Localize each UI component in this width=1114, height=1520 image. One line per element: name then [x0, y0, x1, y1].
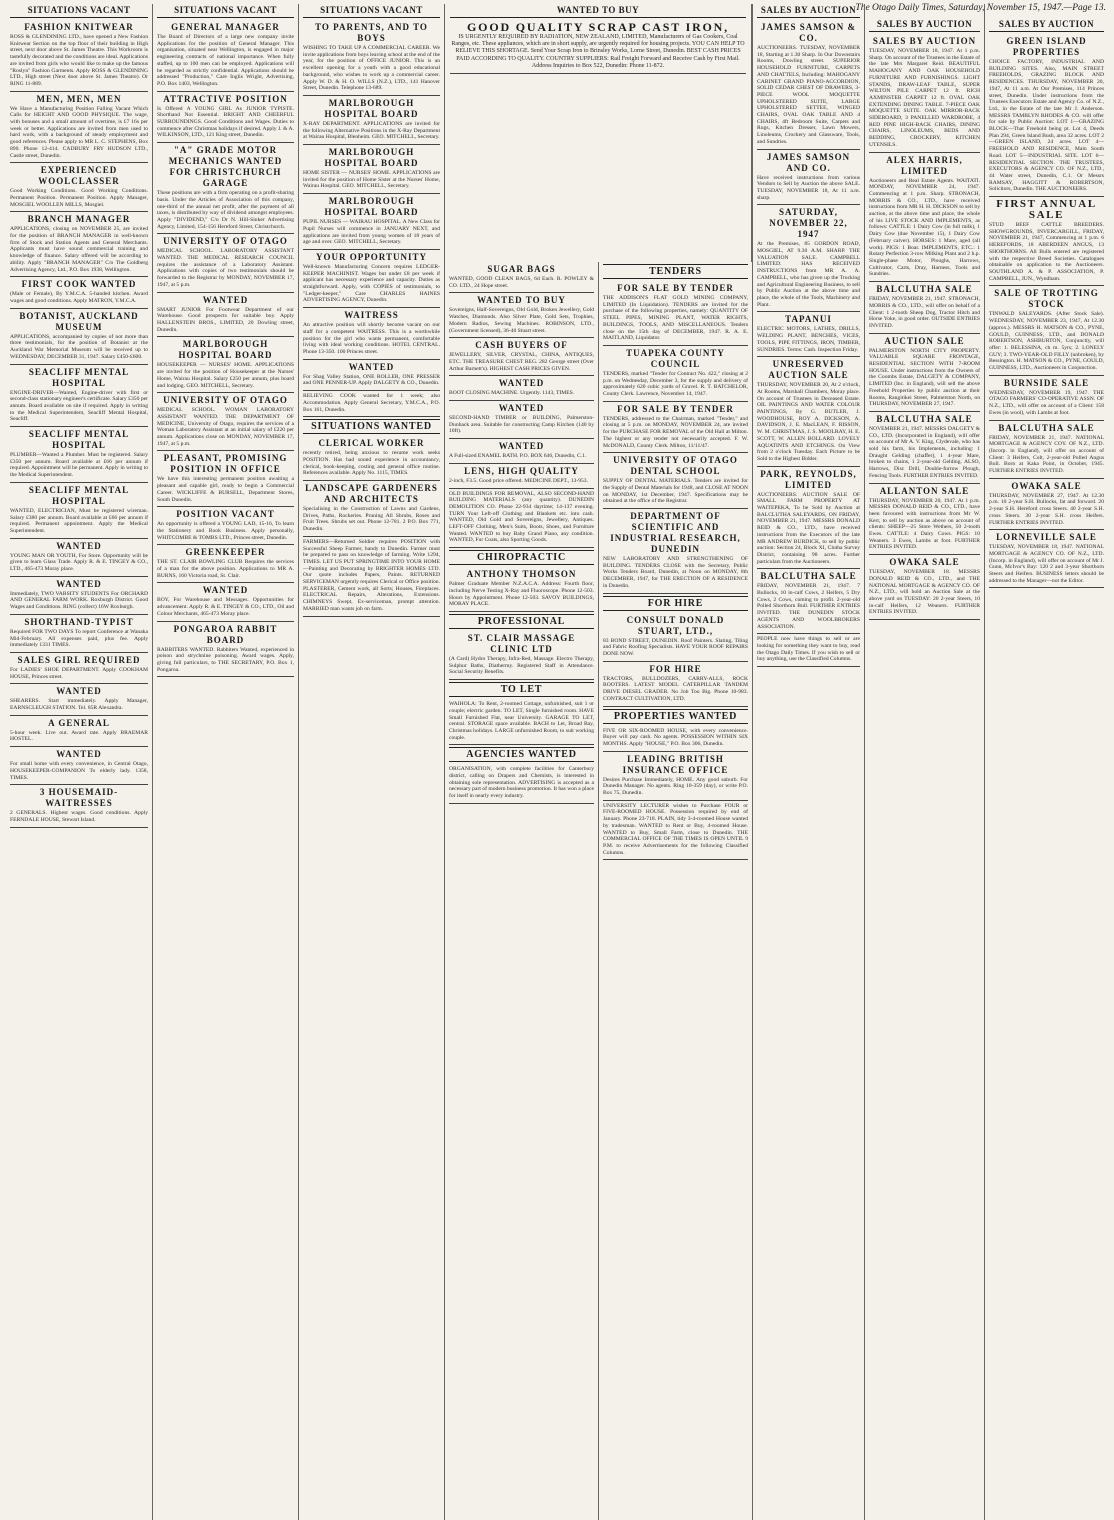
classified-ad [757, 150, 860, 206]
ad-heading: GOOD QUALITY SCRAP CAST IRON, [467, 20, 729, 34]
column-tenders [598, 262, 752, 1520]
ad-body: THURSDAY, NOVEMBER 27, 1947. At 12.30 p.m. 10 2-year S.H. Bullocks, fat and forward. 20 2-year S.H. Hereford cross Steers. 40 2-year S.H. cross Steers. 30 2-year S.H. cross Heifers. FURTHER ENTRIES INVITED. [989, 492, 1104, 526]
ad-heading: WANTED TO BUY [477, 295, 566, 306]
ad-heading: SEACLIFF MENTAL HOSPITAL [28, 429, 130, 451]
classified-ad [10, 539, 148, 577]
ad-body: OLD BUILDINGS FOR REMOVAL, ALSO SECOND-HAND BUILDING MATERIALS (any quantity). DUNEDIN DEMOLITION CO. Phone 22-934 daytime; 14-137 evening. TURN Your Left-off Clothing and Blankets etc. into cash. WANTED, Old Gold and Sovereigns, Jewellery, Antiques. LEFT-OFF Clothing, Men's Suits, Boots, Shoes, and Furniture Wanted. WANTED to buy Baby Grand Piano, any condition. WANTED, Fur Coats, also Sporting Goods. [449, 490, 594, 544]
masthead: The Otago Daily Times, Saturday, November 15, 1947.—Page 13. [855, 3, 1106, 13]
ad-body: HOUSEKEEPER — NURSES' HOME. APPLICATIONS are invited for the position of Housekeeper at the Nurses' Home, Wairau Hospital. Salary £250 per annum, plus board and lodging. GEO. MITCHELL, Secretary. [157, 362, 294, 389]
classified-ad [603, 801, 748, 861]
classified-ad [303, 145, 440, 194]
ad-body: UNIVERSITY LECTURER wishes to Purchase FOUR or FIVE-ROOMED HOUSE. Possession required by end of January. Phone 23-718. PLAIN, tidy 3-4-roomed House wanted by tradesman. WANTED to Rent or Buy, 4-roomed House. WANTED to Buy, Small Farm, close to Dunedin. THE COMMERCIAL OFFICE OF THE TIMES IS OPEN UNTIL 9 P.M. to receive Advertisements for the following Classified Columns. [603, 802, 748, 856]
classified-ad [869, 555, 980, 620]
classified-ad [303, 194, 440, 250]
ad-body: PUPIL NURSES — WAIRAU HOSPITAL. A New Class for Pupil Nurses will commence in JANUARY NEXT, and applications are invited from young women of 18 years of age and over. GEO. MITCHELL, Secretary. [303, 219, 440, 246]
classified-ad [303, 391, 440, 417]
section-heading: FOR HIRE [603, 596, 748, 611]
ad-body: NEW LABORATORY AND STRENGTHENING OF BUILDING. TENDERS CLOSE with the Secretary, Public Works Tenders Board, Dunedin, at Noon on MONDAY, 8th DECEMBER, 1947, for THE ERECTION OF A RESIDENCE in Dunedin. [603, 556, 748, 589]
column-sales-by-auction-2 [864, 4, 984, 1520]
classified-ad [157, 92, 294, 144]
ad-heading: SALES BY AUCTION [872, 36, 977, 46]
classified-ad [10, 684, 148, 715]
classified-ad [10, 653, 148, 684]
ad-heading: DEPARTMENT OF SCIENTIFIC AND INDUSTRIAL RESEARCH, DUNEDIN [610, 511, 741, 555]
column-heading: WANTED TO BUY [450, 4, 746, 18]
classified-ad [157, 451, 294, 507]
ad-heading: EXPERIENCED WOOLCLASSER [38, 165, 120, 187]
ad-body: SUPPLY OF DENTAL MATERIALS. Tenders are invited for the Supply of Dental Materials for 1948, and CLOSE AT NOON on MONDAY, 1st December, 1947. Specifications may be obtained at the office of the Registrar. [603, 478, 748, 505]
classified-ad [303, 436, 440, 481]
ad-heading: MARLBOROUGH HOSPITAL BOARD [324, 147, 419, 169]
classified-ad [603, 402, 748, 454]
classified-ad [10, 615, 148, 653]
classified-ad [869, 412, 980, 484]
ad-heading: LEADING BRITISH INSURANCE OFFICE [622, 753, 729, 775]
classified-ad [603, 281, 748, 346]
ad-heading: BALCLUTHA SALE [876, 284, 973, 295]
classified-ad [10, 277, 148, 308]
classified-ad [10, 716, 148, 747]
ad-heading: WANTED [56, 686, 102, 697]
ad-body: 83 BOND STREET, DUNEDIN. Roof Painters. Slating, Tiling and Fabric Roofing Specialists. HAVE YOUR ROOF REPAIRS DONE NOW. [603, 637, 748, 657]
column-situations-vacant-2 [152, 4, 298, 1520]
classified-ad [869, 153, 980, 283]
ad-body: TUESDAY, NOVEMBER 18, 1947. At 1 p.m. Sharp. On account of the Trustees in the Estate of the late Mrs Margaret Reid. BEAUTIFUL MAHOGANY AND OAK HOUSEHOLD FURNITURE AND FURNISHINGS. LIGHT STANDS, DRAW-LEAF TABLE, SUPER WILTON PILE CARPET 12 ft. RICH AXMINSTER CARPET 12 ft. OVAL OAK EXTENDING DINING TABLE. 7-PIECE OAK MOQUETTE SUITE. OAK MIRROR-BACK SIDEBOARD, 3 PANELLED WARDROBE, 4 RED PINE HIGH-BACK CHAIRS, DINING CHAIRS, LINOLEUMS, BEDS AND BEDDING, CROCKERY, KITCHEN UTENSILS. [869, 48, 980, 148]
ad-body: THE ADDISON'S FLAT GOLD MINING COMPANY, LIMITED (In Liquidation). TENDERS are invited for the purchase of the following properties, namely: QUANTITY OF STEEL PIPES, MINING PLANT, WATER RIGHTS, BUILDINGS, TOOLS, AND MISCELLANEOUS. Tenders close on the 15th day of DECEMBER, 1947. R. A. E. MAITLAND, Liquidator. [603, 295, 748, 342]
classified-ad [449, 338, 594, 376]
classified-ad [10, 163, 148, 212]
section-heading: TO LET [449, 682, 594, 697]
classified-ad [757, 312, 860, 357]
classified-ad [157, 545, 294, 583]
ad-heading: MARLBOROUGH HOSPITAL BOARD [324, 97, 419, 119]
ad-body: BOOT CLOSING MACHINE. Urgently. 1143, TIMES. [449, 390, 575, 397]
ad-heading: WANTED [56, 578, 102, 589]
ad-body: IS URGENTLY REQUIRED BY RADIATION, NEW ZEALAND, LIMITED, Manufacturers of Gas Cookers, Coal Ranges, etc. These appliances, which are in short supply, are urgently required for housing projects. YOU CAN HELP TO RELIEVE THIS SHORTAGE. Send Your Scrap Iron to Brinsley Works, Lorne Street, Dunedin. BEST CASH PRICES PAID ACCORDING TO QUALITY. COUNTRY SUPPLIERS: Rail Freight Forward and Receive Cash by First Mail. Address Inquiries to Box 522, Dunedin: Phone 11-872. [451, 34, 745, 69]
ad-heading: POSITION VACANT [176, 509, 275, 520]
column-heading: SITUATIONS VACANT [157, 4, 294, 18]
ad-body: X-RAY DEPARTMENT. APPLICATIONS are invited for the following Alternative Positions in the X-Ray Department at Wairau Hospital, Blenheim. GEO. MITCHELL, Secretary. [303, 120, 440, 141]
ad-body: YOUNG MAN OR YOUTH, For Store. Opportunity will be given to learn Glass Trade. Apply R. & E. TINGEY & CO., LTD., 465-473 Moray place. [10, 552, 148, 573]
ad-heading: YOUR OPPORTUNITY [316, 251, 427, 262]
ad-heading: GREENKEEPER [185, 547, 266, 558]
ad-body: ROSS & GLENDINING LTD., have opened a New Fashion Knitwear Section on the top floor of their building in High street, next door above St. James Theatre. This Workroom is tastefully decorated and the conditions are ideal. Applications are invited from girls who would like to make up the famous "Roslyn" Fashion Garments. Apply ROSS & GLENDINING LTD., High street (Next door above St. James Theatre). Or RING 11-889. [10, 34, 148, 87]
classified-ad [10, 577, 148, 615]
ad-body: APPLICATIONS, closing on NOVEMBER 25, are invited for the position of BRANCH MANAGER in well-known firm of Stock and Station Agents and General Merchants. Applicants must have sound commercial training and knowledge of finance. Salary offered will be according to ability. Apply "BRANCH MANAGER" C/o The Goldberg Advertising Agency, Ltd., P.O. Box 1938, Wellington. [10, 226, 148, 273]
section-heading: AGENCIES WANTED [449, 747, 594, 762]
ad-body: For LADIES' SHOE DEPARTMENT. Apply COOKHAM HOUSE, Princes street. [10, 666, 148, 680]
classified-ad [449, 464, 594, 489]
ad-heading: JAMES SAMSON AND CO. [766, 151, 851, 173]
ad-body: WAIHOLA: To Rent, 2-roomed Cottage, unfurnished, suit 1 or couple; electric garden. TO LET, Single furnished room. HAVE Small Furnished Flat, near University. GARAGE TO LET, central. STORAGE space available. BACH to Let, Broad Bay, Christmas holidays. LARGE unfurnished Room, to suit working couple. [449, 701, 594, 741]
classified-ad [869, 282, 980, 334]
classified-ad [10, 309, 148, 365]
column-heading: SALES BY AUCTION [989, 18, 1104, 32]
ad-heading: ATTRACTIVE POSITION [163, 93, 288, 104]
ad-body: NOVEMBER 21, 1947. MESSRS DALGETY & CO., LTD. (Incorporated in England), will offer on account of Mr A. V. King, Clydevale, who has sold his farm, his Implements, including: 1 Draught Gelding (chaffer), 1 4-year Mare, broken to chains, 1 2-year-old Gelding. ALSO, Harrows, Disc Drill, Double-furrow Plough, Fencing Tools. FURTHER ENTRIES INVITED. [869, 425, 980, 479]
ad-body: AUCTIONEERS. TUESDAY, NOVEMBER 18, Starting at 1.30 Sharp. In Our Downstairs Rooms, Dowling street. SUPERIOR HOUSEHOLD FURNITURE, CARPETS AND CHATTELS, Including: MAHOGANY CABINET GRAND PIANO-ACCORDION, SOLID CEDAR CHEST OF DRAWERS, 3-PIECE WOOL MOQUETTE UPHOLSTERED SUITE, LARGE UPHOLSTERED SETTEE, WINGED CHAIRS, OVAL OAK TABLE AND 4 CHAIRS, 4ft Bedroom Suite, Carpets and Rugs, Kitchen Dresser, Lawn Mowers, Linoleums, Crockery and Glassware, Tools, and Sundries. [757, 45, 860, 145]
ad-heading: FIRST ANNUAL SALE [996, 198, 1097, 222]
ad-body: WEDNESDAY, NOVEMBER 19, 1947. THE OTAGO FARMERS' CO-OPERATIVE ASSN. OF N.Z., LTD., will offer on account of a Client: 158 Ewes (in wool), with Lambs at foot. [989, 389, 1104, 416]
ad-body: recently retired, being anxious to resume work seeks POSITION. Has had sound experience in accountancy, clerical, book-keeping, costing and general office routine. References available. Apply No. 1115, TIMES. [303, 450, 440, 477]
classified-ad [449, 376, 594, 401]
classified-ad [989, 286, 1104, 375]
ad-heading: JAMES SAMSON & CO. [760, 22, 856, 43]
ad-body: FIVE OR SIX-ROOMED HOUSE, with every convenience. Buyer will pay cash. No agents. POSSESSION WITHIN SIX MONTHS. Apply "HOUSE," P.O. Box 306, Dunedin. [603, 727, 748, 747]
column-situations-vacant-1 [6, 4, 152, 1520]
ad-body: SMART JUNIOR For Footwear Department of our Warehouse. Good prospects for suitable boy. Apply HALLENSTEIN BROS., LIMITED, 20 Dowling street, Dunedin. [157, 306, 294, 333]
ad-heading: FASHION KNITWEAR [24, 22, 134, 32]
ad-heading: WAITRESS [344, 310, 399, 321]
classified-ad [303, 96, 440, 145]
classified-ad [989, 530, 1104, 588]
ad-heading: CONSULT DONALD STUART, LTD., [626, 614, 725, 636]
classified-ad [10, 427, 148, 483]
ad-body: FRIDAY, NOVEMBER 21, 1947. NATIONAL MORTGAGE & AGENCY COY. OF N.Z., LTD. (Incorp. in England), will offer on account of Client: 3 Heifers, Colt, 2-year-old Polled Angus Bull. Born at Kaka Point, in October, 1945. FURTHER ENTRIES INVITED. [989, 434, 1104, 475]
ad-heading: TUAPEKA COUNTY COUNCIL [626, 347, 725, 369]
classified-ad [603, 453, 748, 509]
ad-body: For small home with every convenience, in Central Otago, HOUSEKEEPER-COMPANION To elderly lady. 1358, TIMES. [10, 761, 148, 781]
classified-ad [449, 631, 594, 680]
ad-body: Palmer Graduate Member N.Z.A.C.A. Address: Fourth floor, including Nerve Testing X-Ray and Fluoroscope. Phone 12-503. Hours by Appointment. Phone 12-503. SAVOY BUILDINGS, MORAY PLACE. [449, 581, 594, 608]
ad-heading: GREEN ISLAND PROPERTIES [1006, 36, 1087, 57]
ad-body: RELIEVING COOK wanted for 1 week; also Accommodation. Apply General Secretary, Y.M.C.A., P.O. Box 161, Dunedin. [303, 393, 440, 413]
classified-ad [10, 747, 148, 785]
ad-body: These positions are with a firm operating on a profit-sharing basis. Under the Articles of Association of this company, one-third of the annual net profit, after the payment of all taxes, is distributed by way of dividend amongst employees. Apply "DIVIDEND," C/o Dr N. Hill-Sinker Advertising Agency, Limited, 154-156 Hereford Street, Christchurch. [157, 190, 294, 230]
classified-ad [157, 20, 294, 92]
classified-ad [157, 507, 294, 545]
classified-ad [157, 622, 294, 678]
ad-body: THURSDAY, NOVEMBER 20, 1947. At 1 p.m. MESSRS DONALD REID & CO., LTD., have been favoured with instructions from Mr W. Kerr, to sell by auction as above on account of clients: SHEEP—25 Store Wethers, 50 2-tooth Ewes. CATTLE: 4 Dairy Cows. PIGS: 10 Weaners. 3 Ewes, Lambs at foot. FURTHER ENTRIES INVITED. [869, 497, 980, 551]
ad-heading: SEACLIFF MENTAL HOSPITAL [28, 484, 130, 506]
ad-heading: "A" GRADE MOTOR MECHANICS WANTED FOR CHRISTCHURCH GARAGE [168, 145, 283, 189]
ad-heading: FOR SALE BY TENDER [617, 283, 734, 293]
classified-ad [449, 764, 594, 804]
ad-body: BOY, For Warehouse and Messages. Opportunities for advancement. Apply R. & E. TINGEY & CO., LTD., Oil and Colour Merchants, 465-473 Moray place. [157, 597, 294, 617]
ad-heading: WANTED [202, 294, 249, 305]
ad-body: Sovereigns, Half-Sovereigns, Old Gold, Broken Jewellery, Gold Watches, Diamonds. Also Silver Plate, Gold Sets, Trophies, Modern Radios, Sewing Machines. ROBINSON, LTD., (Government licensed), 36-40 Stuart street. [449, 307, 594, 334]
ad-heading: FIRST COOK WANTED [21, 279, 137, 290]
ad-body: MEDICAL SCHOOL. LABORATORY ASSISTANT WANTED. THE MEDICAL RESEARCH COUNCIL requires the assistance of a Laboratory Assistant. Applications with copies of two testimonials should be forwarded to the Registrar by MONDAY, NOVEMBER 17, 1947, at 5 p.m. [157, 248, 294, 288]
column-heading: SITUATIONS VACANT [10, 4, 148, 18]
ad-body: STUD BEEF CATTLE BREEDERS. SHOWGROUNDS, INVERCARGILL, FRIDAY, NOVEMBER 21, 1947, Commencing at 1 p.m. 6 HEREFORDS, 18 ABERDEEN ANGUS, 13 SHORTHORNS. All Bulls entered are registered with the respective Breed Societies. Catalogues obtainable on application to the Auctioneers. SOUTHLAND A. & P. ASSOCIATION, P. CAMPBELL, JUN., Wyndham. [989, 222, 1104, 282]
ad-heading: ALEX HARRIS, LIMITED [886, 154, 963, 176]
classified-ad [449, 699, 594, 745]
ad-heading: ST. CLAIR MASSAGE CLINIC LTD [467, 632, 576, 654]
classified-ad [989, 376, 1104, 421]
ad-body: For Shag Valley Station, ONE ROLLER, ONE PRESSER and ONE PENNER-UP. Apply DALGETY & CO., Dunedin. [303, 373, 440, 387]
ad-body: FRIDAY, NOVEMBER 21, 1947. 7 Bullocks, 10 in-calf Cows, 2 Heifers, 5 Dry Cows, 2 Cows, coming to profit. 2-year-old Polled Shorthorn Bull. FURTHER ENTRIES INVITED. THE DUNEDIN STOCK AGENTS AND WOOLBROKERS ASSOCIATION. [757, 583, 860, 630]
ad-body: A Full-sized ENAMEL BATH. P.O. BOX 646, Dunedin, C.1. [449, 453, 587, 460]
ad-heading: UNIVERSITY OF OTAGO [163, 236, 288, 247]
column-heading: SALES BY AUCTION [757, 4, 860, 18]
classified-ad [10, 212, 148, 277]
ad-body: CHOICE FACTORY, INDUSTRIAL AND BUILDING SITES. Also, MAIN STREET FREEHOLDS, GRAZING BLOCK AND RESIDENCES. THURSDAY, NOVEMBER 20, 1947, At 11 a.m. At Our Premises, 114 Princes street, Dunedin. Under instructions from the Trustees Executors Estate and Agency Co. of N.Z., Ltd., in the Estate of the late Mr J. Anderson. MESSRS TAMBLYN RHODES & CO. will offer for sale by Public Auction: LOT 1—GRAZING BLOCK—That Freehold being pt. Lot 4, Deeds Plan 294, Green Island Bush, area 32 acres. LOT 2—GREEN ISLAND, 24 acres. LOT 4—FREEHOLD AND RESIDENCE, Main South Road. LOT 5—INDUSTRIAL SITE. LOT 6—RESIDENTIAL SECTION. THE TRUSTEES, EXECUTORS & AGENCY CO. OF N.Z., LTD., 44 Water street, Dunedin, C.1. Or Messrs RAMSAY, HAGGITT & ROBERTSON, Solicitors, Dunedin. THE AUCTIONEERS. [989, 59, 1104, 193]
ad-body: We have this interesting permanent position awaiting a pleasant and capable girl, ready to begin a Commercial Career. WICKLIFFE & BURSELL, Department Stores, South Dunedin. [157, 476, 294, 503]
classified-ad [449, 401, 594, 439]
ad-body: TINWALD SALEYARDS. (After Stock Sale). WEDNESDAY, NOVEMBER 23, 1947, At 12.30 (approx.). MESSRS H. MATSON & CO., PYNE, GOULD, GUINNESS, LTD., and DONALD ROBERTSON, ASHBURTON, Conjunctly, will offer: 1. BELESSINA, ch m. 5yrs; 2. LONELY GUY; 3. TWO-YEAR-OLD FILLY (unbroken), by Bessington. H. MATSON & CO., PYNE, GOULD, GUINNESS, LTD., Auctioneers in Conjunction. [989, 311, 1104, 372]
classified-ad [449, 293, 594, 338]
section-heading: PROPERTIES WANTED [603, 709, 748, 724]
ad-heading: UNRESERVED AUCTION SALE [768, 359, 849, 381]
classified-ad [449, 439, 594, 464]
ad-heading: TAPANUI [785, 314, 832, 325]
classified-ad [449, 567, 594, 612]
ad-heading: BALCLUTHA SALE [998, 422, 1095, 433]
ad-heading: ANTHONY THOMSON [466, 569, 577, 580]
classified-ad [303, 481, 440, 537]
ad-heading: WANTED [498, 441, 545, 452]
classified-ad [603, 662, 748, 707]
ad-heading: SHORTHAND-TYPIST [24, 616, 134, 627]
ad-body: WANTED, ELECTRICIAN, Must be registered wireman. Salary £380 per annum. Board available at £66 per annum if required. Permanent appointment. Apply the Medical Superintendent. [10, 507, 148, 534]
ad-body: WISHING TO TAKE UP A COMMERCIAL CAREER. We invite applications from boys leaving school at the end of the year, for the position of OFFICE JUNIOR. This is an excellent opening for a youth with a good educational background, who wishes to work up a commercial career. Apply W. D. & H. O. WILLS (N.Z.), LTD., 141 Hanover Street, Dunedin. Telephone 13-689. [303, 45, 440, 92]
ad-body: The Board of Directors of a large new company invite Applications for the position of General Manager. This organisation, situated near Wellington, is engaged in major engineering contracts of national importance. When fully staffed, up to 100 men can be employed. Applications will be regarded as strictly confidential. Applications should be addressed "Production," Care Inglis Wright, Advertising, P.O. Box 1403, Wellington. [157, 34, 294, 87]
classified-ad [869, 34, 980, 153]
ad-heading: PLEASANT, PROMISING POSITION IN OFFICE [163, 453, 288, 475]
classified-ad [10, 20, 148, 92]
ad-heading: MEN, MEN, MEN [36, 93, 122, 104]
ad-body: Auctioneers and Real Estate Agents. WAITATI. MONDAY, NOVEMBER 24, 1947. Commencing at 1 p.m. Sharp. STRONACH, MORRIS & CO., LTD., have received instructions from MR H. H. DICKSON to sell by auction, at the above time and place, the whole of his LIVE STOCK AND IMPLEMENTS, as follows: CATTLE: 1 Dairy Cow (in full milk), 1 Dairy Cow (due November 15), 1 Dairy Cow (February calver). HORSES: 1 Mare, aged (all work). PIGS: 1 Boar. IMPLEMENTS, ETC.: 1 Rotary Perfection 3-row Milking Plant and 2 h.p. Single-phase Motor, Ploughs, Harrows, Cultivator, Carts, Dray, Harness, Tools and Sundries. [869, 177, 980, 278]
ad-body: MEDICAL SCHOOL. WOMAN LABORATORY ASSISTANT WANTED. THE DEPARTMENT OF MEDICINE, University of Otago, requires the services of a Woman Laboratory Assistant at an initial salary of £220 per annum. Applications close on MONDAY, NOVEMBER 17, 1947, at 5 p.m. [157, 407, 294, 447]
ad-body: FRIDAY, NOVEMBER 21, 1947. STRONACH, MORRIS & CO., LTD., will offer on behalf of a Client: 1 2-tooth Sheep Dog, Tractor Hitch and Horse Yoke, in good order. OUTSIDE ENTRIES INVITED. [869, 296, 980, 329]
ad-heading: WANTED [56, 749, 102, 760]
classified-ad [157, 293, 294, 338]
ad-body: TUESDAY, NOVEMBER 18, 1947. NATIONAL MORTGAGE & AGENCY CO. OF N.Z., LTD. (Incorp. in England), will offer on account of Mr J. Gunn, McIvor's Bay: 120 2 and 3-year Shorthorn Steers and Heifers. BUSINESS letters should be addressed to the Manager—not the Editor. [989, 544, 1104, 584]
classified-ad [603, 346, 748, 402]
ad-body: (Male or Female), By Y.M.C.A. 5-handed kitchen. Award wages and good conditions. Apply MATRON, Y.M.C.A. [10, 291, 148, 304]
ad-body: WANTED, GOOD CLEAN BAGS, 6d Each. R. POWLEY & CO. LTD., 24 Hope street. [449, 276, 594, 289]
ad-body: Have received instructions from various Vendors to Sell by Auction the above SALE. TUESDAY, NOVEMBER 18, At 11 a.m. sharp. [757, 174, 860, 201]
ad-body: Well-known Manufacturing Concern requires LEDGER-KEEPER MACHINIST. Wages but under £8 per week if applicant has necessary experience and capacity. Duties as straightforward. Apply, with COPIES of testimonials, to "Ledger-keeper," Care CHARLES HAINES ADVERTISING AGENCY, Dunedin. [303, 263, 440, 304]
ad-heading: AUCTION SALE [884, 335, 965, 346]
classified-ad [869, 334, 980, 412]
ad-heading: MARLBOROUGH HOSPITAL BOARD [178, 339, 273, 361]
ad-heading: FOR SALE BY TENDER [617, 403, 734, 414]
ad-heading: WANTED [56, 540, 102, 551]
classified-ad [757, 205, 860, 312]
ad-heading: WANTED [348, 361, 395, 372]
ad-body: 2 GENERALS. Highest wages. Good conditions. Apply FERNDALE HOUSE, Stewart Island. [10, 810, 148, 823]
ad-heading: FOR HIRE [649, 663, 702, 674]
classified-ad [989, 421, 1104, 479]
ad-heading: WANTED [202, 585, 249, 596]
section-heading: SITUATIONS WANTED [303, 419, 440, 434]
classified-ad [10, 483, 148, 539]
ad-heading: WANTED [498, 403, 545, 414]
ad-heading: CLERICAL WORKER [318, 438, 425, 449]
ad-body: Required FOR TWO DAYS To report Conference at Wanaka Mid-February. All expenses paid, plus fee. Apply immediately 1331 TIMES. [10, 628, 148, 649]
ad-heading: A GENERAL [48, 717, 110, 728]
ad-heading: WANTED [498, 378, 545, 389]
classified-ad [303, 20, 440, 96]
ad-body: 5-hour week. Live out. Award rate. Apply BRAEMAR HOSTEL. [10, 729, 148, 743]
classified-ad [10, 92, 148, 164]
columns [6, 4, 1108, 1520]
ad-body: SECOND-HAND TIMBER or BUILDING, Palmerston-Dunback area. Suitable for constructing Camp Kitchen (140 by 10ft). [449, 415, 594, 435]
section-heading: CHIROPRACTIC [449, 550, 594, 565]
ad-body: Desires Purchase Immediately, HOME. Any good suburb. For Dunedin Manager. No agents. Ring 10-359 (day), or write P.O. Box 75, Dunedin. [603, 776, 748, 797]
ad-heading: BALCLUTHA SALE [876, 413, 973, 424]
ad-body: SHEARERS. Start immediately. Apply Manager, EARNSCLEUGH STATION. Tel. 85R Alexandra. [10, 698, 148, 712]
classified-ad [449, 489, 594, 549]
ad-heading: SALE OF TROTTING STOCK [994, 288, 1099, 310]
ad-body: (A Card) Hydro Therapy, Infra-Red, Massage. Electro Therapy, Sulphur Baths, Diathermy. Registered Staff in Attendance. Social Security Benefits. [449, 655, 594, 676]
ad-body: PALMERSTON NORTH CITY PROPERTY. VALUABLE SQUARE FRONTAGE, RESIDENTIAL SECTION WITH 7-ROOM HOUSE. Under instructions from the Owners of the Coombs Estate, DALGETY & COMPANY, LIMITED (Inc. in England), will sell the above Freehold Properties by public auction at their Rooms, Rangitikei Street, Palmerston North, on THURSDAY, NOVEMBER 27, 1947. [869, 347, 980, 408]
ad-body: TRACTORS, BULLDOZERS, CARRY-ALLS, ROCK ROOTERS. LATEST MODEL CATERPILLAR TANDEM DRIVE DIESEL GRADER. No Job Too Big. Phone 10-983. CONTRACT CULTIVATION, LTD. [603, 675, 748, 702]
ad-heading: LENS, HIGH QUALITY [464, 465, 579, 476]
ad-heading: BRANCH MANAGER [27, 214, 131, 225]
ad-heading: SEACLIFF MENTAL HOSPITAL [28, 366, 130, 388]
ad-body: ENGINE-DRIVER—Wanted, Engine-driver with first or second-class stationary engineer's certificate. Salary £350 per annum. Board available on site if required. Apply in writing to the Medical Superintendent, Seacliff Mental Hospital, Seacliff. [10, 389, 148, 423]
classified-ad [757, 357, 860, 466]
ad-body: APPLICATIONS, accompanied by copies of not more than three testimonials, for the position of Botanist at the Auckland War Memorial Museum will be received up to WEDNESDAY, DECEMBER 31, 1947. Salary £450-£600. [10, 333, 148, 360]
classified-ad [603, 726, 748, 752]
column-heading: SALES BY AUCTION [869, 18, 980, 32]
ad-body: ORGANISATION, with complete facilities for Canterbury district, calling on Drapers and Chemists, is interested in obtaining sole representation. ADVERTISING is accepted as a necessary part of modern business promotion. It has won a place for itself in nearly every industry. [449, 766, 594, 800]
classified-ad [303, 250, 440, 308]
ad-heading: UNIVERSITY OF OTAGO DENTAL SCHOOL [613, 455, 738, 477]
classified-ad [10, 365, 148, 428]
ad-heading: LORNEVILLE SALE [996, 532, 1097, 543]
ad-body: Is Offered A YOUNG GIRL As JUNIOR TYPISTE. Shorthand Not Essential. BRIGHT AND CHEERFUL SURROUNDINGS. Good Conditions and Wages. Duties to commence after Christmas holidays if desired. Apply J. & A. WILKINSON, LTD., 121 King street, Dunedin. [157, 105, 294, 139]
classified-ad [450, 20, 746, 74]
column-situations-vacant-3 [298, 4, 444, 1520]
ad-heading: GENERAL MANAGER [171, 22, 280, 32]
ad-body: FARMERS—Returned Soldier requires POSITION with Successful Sheep Farmer, handy to Dunedin. Farmer must be prepared to pass on knowledge of farming. Write 1294, TIMES. LET US PUT SPRINGTIME INTO YOUR HOME—Painting and Decorating by BRIGHTER HOMES LTD. Our quote includes Papers, Paints. RETURNED SERVICEMAN urgently requires Clerical or Office position. PLASTERER, Cement work, all Sorts; Houses, Fireplaces. ELECTRICAL Repairs, Alterations, Extensions. CHIMNEYS Swept, Ex-serviceman, prompt attention. MARRIED man wants job on farm. [303, 538, 440, 612]
ad-heading: BURNSIDE SALE [1003, 377, 1090, 388]
classified-ad [603, 509, 748, 594]
ad-body: An attractive position will shortly become vacant on our staff for a competent WAITRESS. This is a worthwhile position for the girl who wants permanent, comfortable living with ideal working conditions. HOTEL CENTRAL. Phone 13-350. 100 Princes street. [303, 322, 440, 355]
ad-body: An opportunity is offered a YOUNG LAD, 15-16, To learn the Stationery and Book Business. Apply personally, WHITCOMBE & TOMBS LTD., Princes street, Dunedin. [157, 521, 294, 541]
column-heading: SITUATIONS VACANT [303, 4, 440, 18]
classified-ad [303, 537, 440, 617]
ad-body: At the Premises, 85 GORDON ROAD, MOSGIEL, AT 9.30 A.M. SHARP. THE VALUATION SALE. CAMPBELL LIMITED. HAS RECEIVED INSTRUCTIONS from MR A. A. CAMPBELL, who has given up the Trucking and Agricultural Engineering Business, to sell by Public Auction at the above time and place, the whole of the Tools, Machinery and Plant. [757, 241, 860, 308]
ad-body: Specialising in the Construction of Lawns and Gardens, Drives, Paths, Rockeries. Pruning All Shrubs, Roses and Fruit Trees. Shrubs set out. Phone 12-781. 2 P.O. Box 771, Dunedin. [303, 506, 440, 533]
ad-body: HOME SISTER — NURSES' HOME. APPLICATIONS are invited for the position of Home Sister at the Nurses' Home, Wairau Hospital. GEO. MITCHELL, Secretary. [303, 170, 440, 190]
classified-ad [989, 197, 1104, 286]
classified-ad [869, 484, 980, 556]
ad-body: TENDERS, marked "Tender for Contract No. 422," closing at 2 p.m. on Wednesday, December 3, for the supply and delivery of approximately 620 cubic yards of Gravel. R. T. BATCHELOR, County Clerk. Lawrence, November 14, 1947. [603, 370, 748, 398]
classified-ad [10, 785, 148, 827]
classified-ad [757, 569, 860, 634]
classified-ad [603, 752, 748, 801]
ad-body: PLUMBER—Wanted a Plumber. Must be registered. Salary £350 per annum. Board available at £66 per annum if required. Appointment will be permanent. Apply in writing to the Medical Superintendent. [10, 452, 148, 479]
ad-body: Good Working Conditions. Good Working Conditions. Permanent Position. Permanent Position. Apply Manager, MOSGIEL WOOLLEN MILLS, Mosgiel. [10, 188, 148, 208]
ad-body: THURSDAY, NOVEMBER 20, At 2 o'clock, At Rooms, Marshall Chambers, Moray place. On account of Trustees in Deceased Estate. OIL PAINTINGS AND WATER COLOUR PAINTINGS, By G. BUTLER, J. WOODHOUSE, ROY A. DICKSON, A. DAVIDSON, J. E. MacLEAN, F. RISSON, W. M. CHRISTMAS, J. S. MOOLRAY, H. E. SCOTT, W. ALLEN BOLLARD. LOVELY AQUATINTS AND ETCHINGS. On View from 2 o'clock Tuesday. Each Picture to be Sold to the Highest Bidder. [757, 382, 860, 462]
classified-ad [757, 20, 860, 150]
ad-heading: LANDSCAPE GARDENERS AND ARCHITECTS [305, 483, 438, 505]
ad-body: PEOPLE now have things to sell or are looking for something they want to buy, read the Otago Daily Times. If you wish to sell or buy anything, use the Classified Columns. [757, 636, 860, 663]
column-wanted-to-buy [444, 262, 598, 1520]
ad-heading: SATURDAY, NOVEMBER 22, 1947 [769, 207, 848, 240]
classified-ad [157, 234, 294, 292]
classified-ad [989, 34, 1104, 197]
ad-body: AUCTIONEERS. AUCTION SALE OF SMALL FARM PROPERTY AT WAITEPEKA, To be Sold by Auction at BALCLUTHA SALEYARDS, ON FRIDAY, NOVEMBER 21, 1947. MESSRS DONALD REID & CO., LTD., have received instructions from the Executors of the late MR ANDREW BURDICK, to sell by public auction: Section 24, Block XI, Clutha Survey District, containing 98 acres. Further particulars from the Auctioneers. [757, 491, 860, 565]
classified-ad [157, 583, 294, 621]
ad-heading: BALCLUTHA SALE [760, 571, 857, 582]
ad-body: TENDERS, addressed to the Chairman, marked "Tender," and closing at 5 p.m. on MONDAY, NOVEMBER 24, are invited for the PURCHASE FOR REMOVAL of the Old Hall at Milton. The highest or any tender not necessarily accepted. F. W. McDONALD, County Clerk. Milton, 11/11/47. [603, 415, 748, 449]
classified-ad [157, 143, 294, 234]
classified-ad [757, 634, 860, 667]
classified-ad [603, 613, 748, 662]
ad-heading: PARK, REYNOLDS, LIMITED [760, 468, 857, 490]
ad-heading: PONGAROA RABBIT BOARD [173, 623, 278, 645]
ad-body: TUESDAY, NOVEMBER 18. MESSRS DONALD REID & CO., LTD., and THE NATIONAL MORTGAGE & AGENCY CO. OF N.Z., LTD., will hold an Auction Sale at the above yard on TUESDAY: 20 2-year Steers, 10 in-calf Heifers, 12 Weaners. FURTHER ENTRIES INVITED. [869, 569, 980, 616]
column-wanted-to-buy-banner [444, 4, 752, 262]
classified-ad [303, 308, 440, 360]
ad-body: ELECTRIC MOTORS, LATHES, DRILLS, WELDING PLANT, BENCHES, VICES, TOOLS, PIPE FITTINGS, IRON, TIMBER, SUNDRIES. Terms: Cash. Inspection Friday. [757, 326, 860, 353]
ad-heading: SUGAR BAGS [487, 264, 556, 274]
ad-heading: CASH BUYERS OF [475, 340, 568, 351]
classified-ad [989, 479, 1104, 531]
section-heading: TENDERS [603, 264, 748, 279]
ad-heading: MARLBOROUGH HOSPITAL BOARD [324, 196, 419, 218]
classified-ad [757, 467, 860, 570]
ad-heading: OWAKA SALE [1011, 480, 1082, 491]
ad-body: We Have a Manufacturing Position Falling Vacant Which Calls for HEIGHT AND GOOD PHYSIQUE. The wage, with bonuses and a small amount of overtime, is £7 16s per week or better. Applications are invited from men used to hard work, with a background of steady employment and good references. Please apply to MR L. C. STEPHENS, Box 890. Phone 12-414. CADBURY FRY HUDSON LTD., Castle street, Dunedin. [10, 105, 148, 159]
classified-ad [303, 360, 440, 391]
ad-body: 2-inch, F3.5. Good price offered. MEDICINE DEPT., 13-953. [449, 477, 588, 484]
column-sales-by-auction-1 [752, 4, 864, 1520]
ad-heading: SALES GIRL REQUIRED [17, 654, 141, 665]
ad-heading: TO PARENTS, AND TO BOYS [315, 22, 428, 43]
section-heading: PROFESSIONAL [449, 614, 594, 629]
ad-heading: 3 HOUSEMAID-WAITRESSES [39, 787, 119, 809]
ad-heading: UNIVERSITY OF OTAGO [163, 395, 288, 406]
classified-ad [449, 262, 594, 293]
ad-body: THE ST. CLAIR BOWLING CLUB Requires the services of a man for the above position. Applications to MR A. BURNS, 160 Victoria road, St. Clair. [157, 559, 294, 579]
column-sales-by-auction-3 [984, 4, 1108, 1520]
ad-body: RABBITERS WANTED. Rabbiters Wanted, experienced in poison and strychnine poisoning. Award wages. Apply, giving full particulars, to THE SECRETARY, P.O. Box 1, Pongaroa. [157, 646, 294, 673]
ad-heading: BOTANIST, AUCKLAND MUSEUM [19, 310, 139, 332]
ad-heading: OWAKA SALE [889, 557, 960, 568]
ad-body: JEWELLERY, SILVER, CRYSTAL, CHINA, ANTIQUES, ETC. THE TREASURE CHEST REG. 282 George street (Over Arthur Barnett's). HIGHEST CASH PRICES GIVEN. [449, 352, 594, 372]
classified-ad [157, 393, 294, 451]
ad-body: Immediately, TWO VARSITY STUDENTS For ORCHARD AND GENERAL FARM WORK. Roxburgh District. Good Wages and Conditions. RING (collect) 16W Roxburgh. [10, 590, 148, 611]
classified-ad [157, 337, 294, 393]
ad-heading: ALLANTON SALE [879, 485, 970, 496]
